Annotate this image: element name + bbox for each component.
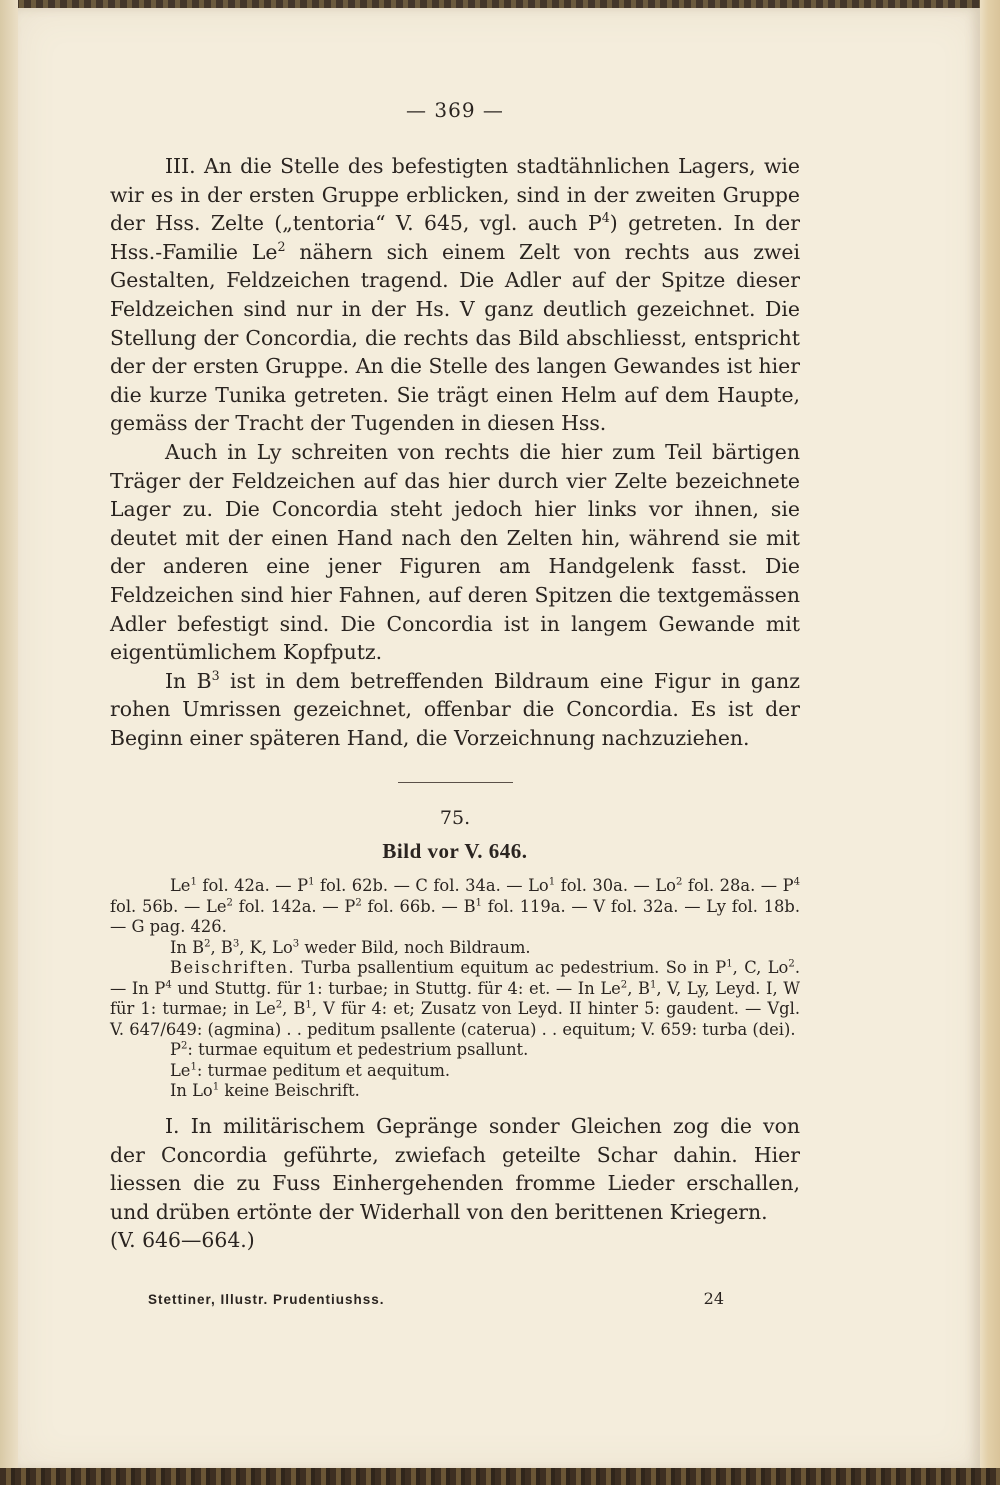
paragraph-iii-3: In $B^3$ ist in dem betreffenden Bildraum eine Figur in ganz rohen Umrissen gezeichnet, offenbar die Concordia. Es ist der Beginn einer späteren Hand, die Vorzeichnung nachzuziehen. [110,667,800,750]
page-fore-edge [980,0,1000,1485]
p2-inscription: $P^2$: turmae equitum et pedestrium psallunt. [170,1040,529,1060]
printer-signature: Stettiner, Illustr. Prudentiushss. [148,1292,385,1307]
section-title: Bild vor V. 646. [382,839,528,864]
paragraph-iii-2: Auch in Ly schreiten von rechts die hier zum Teil bärtigen Träger der Feldzeichen auf das hier durch vier Zelte bezeichnete Lager zu. Die Concordia steht jedoch hier links vor ihnen, sie deutet mit der einen Hand nach den Zelten hin, während sie mit der anderen eine jener Figuren am Handgelenk fasst. Die Feldzeichen sind hier Fahnen, auf deren Spitzen die textgemässen Adler befestigt sind. Die Concordia ist in langem Gewande mit eigentümlichem Kopfputz. [110,439,800,665]
page-top-edge [0,0,1000,8]
le1-inscription: Le$^1$: turmae peditum et aequitum. [170,1060,451,1080]
page-footer [148,1289,724,1308]
paragraph-i: I. In militärischem Gepränge sonder Gleichen zog die von der Concordia geführte, zwiefach geteilte Schar dahin. Hier liessen die zu Fuss Einhergehenden fromme Lieder erschallen, und drüben ertönte der Widerhall von den berittenen Kriegern. [110,1113,800,1224]
beischriften-note: Beischriften. Turba psallentium equitum ac pedestrium. So in $P^1$, C, Lo$^2$. — In $P^4$ und Stuttg. für 1: turbae; in Stuttg. für 4: et. — In Le$^2$, $B^1$, V, Ly, Leyd. I, W für 1: turmae; in Le$^2$, $B^1$, V für 4: et; Zusatz von Leyd. II hinter 5: gaudent. — Vgl. V. 647/649: (agmina) . . peditum psallente (caterua) . . equitum; V. 659: turba (dei). [110,958,800,1039]
no-image-line: In $B^2$, $B^3$, K, Lo$^3$ weder Bild, noch Bildraum. [170,937,531,957]
beischriften-label: Beischriften. [170,958,296,978]
page-bottom-edge [0,1468,1000,1485]
section-iii [110,152,800,752]
paragraph-iii-1: III. An die Stelle des befestigten stadtähnlichen Lagers, wie wir es in der ersten Gruppe erblicken, sind in der zweiten Gruppe der Hss. Zelte („tentoria“ V. 645, vgl. auch $P^4$) getreten. In der Hss.-Familie Le$^2$ nähern sich einem Zelt von rechts aus zwei Gestalten, Feldzeichen tragend. Die Adler auf der Spitze dieser Feldzeichen sind nur in der Hs. V ganz deutlich gezeichnet. Die Stellung der Concordia, die rechts das Bild abschliesst, entspricht der der ersten Gruppe. An die Stelle des langen Gewandes ist hier die kurze Tunika getreten. Sie trägt einen Helm auf dem Haupte, gemäss der Tracht der Tugenden in diesen Hss. [110,154,801,436]
section-divider [398,782,513,783]
sheet-number: 24 [703,1289,724,1308]
page-number: — 369 — [406,98,504,122]
sources-line: Le$^1$ fol. 42a. — $P^1$ fol. 62b. — C fol. 34a. — Lo$^1$ fol. 30a. — Lo$^2$ fol. 28a. — $P^4$ fol. 56b. — Le$^2$ fol. 142a. — $P^2$ fol. 66b. — $B^1$ fol. 119a. — V fol. 32a. — Ly fol. 18b. — G pag. 426. [110,876,801,937]
section-number: 75. [439,807,471,830]
binding-edge [0,0,18,1485]
lo1-inscription: In Lo$^1$ keine Beischrift. [170,1081,360,1101]
section-75-notes [110,876,800,1102]
verse-reference: (V. 646—664.) [110,1228,255,1253]
section-i [110,1112,800,1255]
page-content [110,98,800,1255]
